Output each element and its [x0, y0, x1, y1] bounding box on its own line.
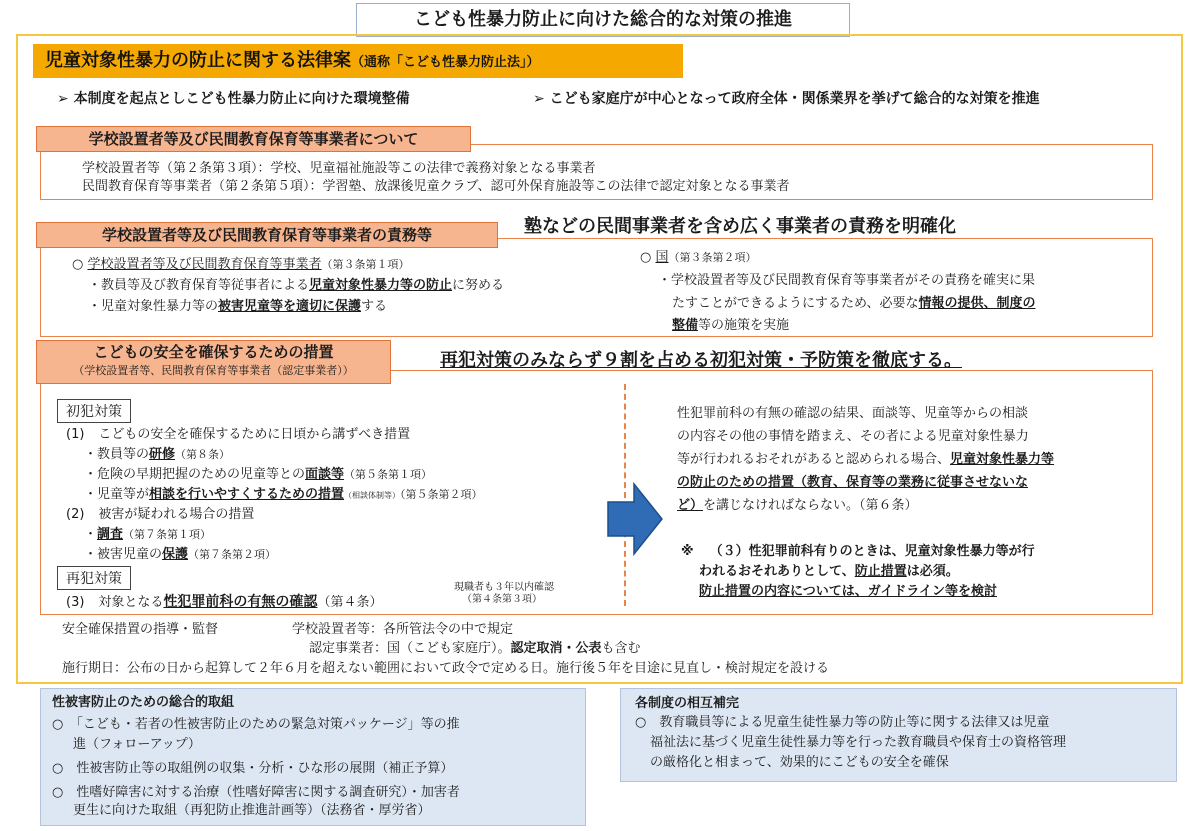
section2-left-head: ○ 学校設置者等及び民間教育保育等事業者（第３条第１項） — [72, 257, 410, 272]
section2-right-line-3: 整備等の施策を実施 — [672, 318, 790, 333]
section2-headline: 塾などの民間事業者を含め広く事業者の責務を明確化 — [524, 216, 956, 237]
section3-tab-title: こどもの安全を確保するための措置 — [93, 343, 334, 361]
section2-left-line-1: ・教員等及び教育保育等従事者による児童対象性暴力等の防止に努める — [88, 278, 505, 293]
bottom-left-item-1b: 進（フォローアップ） — [73, 737, 201, 752]
bottom-right-line-2: 福祉法に基づく児童生徒性暴力等を行った教育職員や保育士の資格管理 — [650, 735, 1067, 750]
law-name: 児童対象性暴力の防止に関する法律案 — [45, 50, 351, 71]
bottom-left-title: 性被害防止のための総合的取組 — [52, 695, 235, 710]
circle-bullet-icon: ○ — [72, 257, 88, 272]
first-offence-label: 初犯対策 — [57, 399, 131, 423]
supervision-line-1: 学校設置者等：各所管法令の中で規定 — [292, 622, 514, 637]
section3-tab — [36, 340, 391, 384]
law-alias: （通称「こども性暴力防止法」） — [351, 55, 540, 70]
section2-right-head: ○ 国（第３条第２項） — [640, 250, 757, 265]
bottom-left-item-3b: 更生に向けた取組（再犯防止推進計画等）（法務省・厚労省） — [73, 803, 431, 818]
enforcement-date: 施行期日：公布の日から起算して２年６月を超えない範囲において政令で定める日。施行後５年を目途に見直し・検討規定を設ける — [62, 661, 830, 676]
arrow-icon: ➢ — [57, 91, 74, 107]
section1-line-2: 民間教育保育等事業者（第２条第５項）：学習塾、放課後児童クラブ、認可外保育施設等この法律で認定対象となる事業者 — [82, 179, 790, 194]
measure-note: ※ （３）性犯罪前科有りのときは、児童対象性暴力等が行 われるおそれありとして、防止措置は必須。 防止措置の内容については、ガイドライン等を検討 — [681, 544, 1035, 599]
bottom-right-line-1: ○ 教育職員等による児童生徒性暴力等の防止等に関する法律又は児童 — [635, 715, 1050, 730]
point-2: ➢ こども家庭庁が中心となって政府全体・関係業界を挙げて総合的な対策を推進 — [533, 91, 1040, 107]
measure-1: (1) こどもの安全を確保するために日頃から講ずべき措置 — [66, 427, 411, 442]
measure-1-consultation: ・児童等が相談を行いやすくするための措置（相談体制等）（第５条第２項） — [84, 487, 483, 502]
arrow-icon: ➢ — [533, 91, 550, 107]
law-banner — [33, 44, 683, 78]
measure-3: (3) 対象となる性犯罪前科の有無の確認（第４条） — [66, 594, 383, 610]
measure-desc-line-5: ど）を講じなければならない。（第６条） — [677, 498, 918, 513]
measure-2-investigation: ・調査（第７条第１項） — [84, 527, 212, 542]
section3-headline: 再犯対策のみならず９割を占める初犯対策・予防策を徹底する。 — [440, 350, 962, 371]
bottom-right-line-3: の厳格化と相まって、効果的にこどもの安全を確保 — [650, 755, 949, 770]
measure-desc-line-4: の防止のための措置（教育、保育等の業務に従事させないな — [677, 475, 1029, 490]
measure-1-interview: ・危険の早期把握のための児童等との面談等（第５条第１項） — [84, 467, 433, 482]
measure-desc-line-1: 性犯罪前科の有無の確認の結果、面談等、児童等からの相談 — [677, 406, 1029, 421]
section3-tab-sub: （学校設置者等、民間教育保育等事業者（認定事業者）） — [73, 364, 354, 377]
measure-2-protection: ・被害児童の保護（第７条第２項） — [84, 547, 277, 562]
bottom-left-item-3a: ○ 性嗜好障害に対する治療（性嗜好障害に関する調査研究）・加害者 — [52, 785, 460, 800]
measure-3-note: 現職者も３年以内確認 （第４条第３項） — [454, 582, 554, 605]
note-mark: ※ — [681, 544, 694, 559]
measure-1-training: ・教員等の研修（第８条） — [84, 447, 231, 462]
repeat-offence-label: 再犯対策 — [57, 566, 131, 590]
section1-line-1: 学校設置者等（第２条第３項）：学校、児童福祉施設等この法律で義務対象となる事業者 — [82, 161, 596, 176]
point-1: ➢ 本制度を起点としこども性暴力防止に向けた環境整備 — [57, 91, 410, 107]
section2-left-line-2: ・児童対象性暴力等の被害児童等を適切に保護する — [88, 299, 388, 314]
circle-bullet-icon: ○ — [640, 250, 656, 265]
right-arrow-icon — [606, 482, 664, 556]
section2-tab: 学校設置者等及び民間教育保育等事業者の責務等 — [36, 222, 498, 248]
supervision-label: 安全確保措置の指導・監督 — [62, 622, 219, 637]
section2-right-line-1: ・学校設置者等及び民間教育保育等事業者がその責務を確実に果 — [658, 273, 1036, 288]
section2-right-line-2: たすことができるようにするため、必要な情報の提供、制度の — [672, 296, 1036, 311]
bottom-left-item-2: ○ 性被害防止等の取組例の収集・分析・ひな形の展開（補正予算） — [52, 761, 454, 776]
measure-desc-line-3: 等が行われるおそれがあると認められる場合、児童対象性暴力等 — [677, 452, 1055, 467]
supervision-line-2: 認定事業者：国（こども家庭庁）。認定取消・公表も含む — [309, 641, 641, 656]
measure-desc-line-2: の内容その他の事情を踏まえ、その者による児童対象性暴力 — [677, 429, 1029, 444]
page-title: こども性暴力防止に向けた総合的な対策の推進 — [356, 3, 850, 37]
bottom-right-title: 各制度の相互補完 — [635, 696, 740, 711]
measure-2: (2) 被害が疑われる場合の措置 — [66, 507, 255, 522]
bottom-left-item-1a: ○ 「こども・若者の性被害防止のための緊急対策パッケージ」等の推 — [52, 717, 460, 732]
section1-tab: 学校設置者等及び民間教育保育等事業者について — [36, 126, 471, 152]
